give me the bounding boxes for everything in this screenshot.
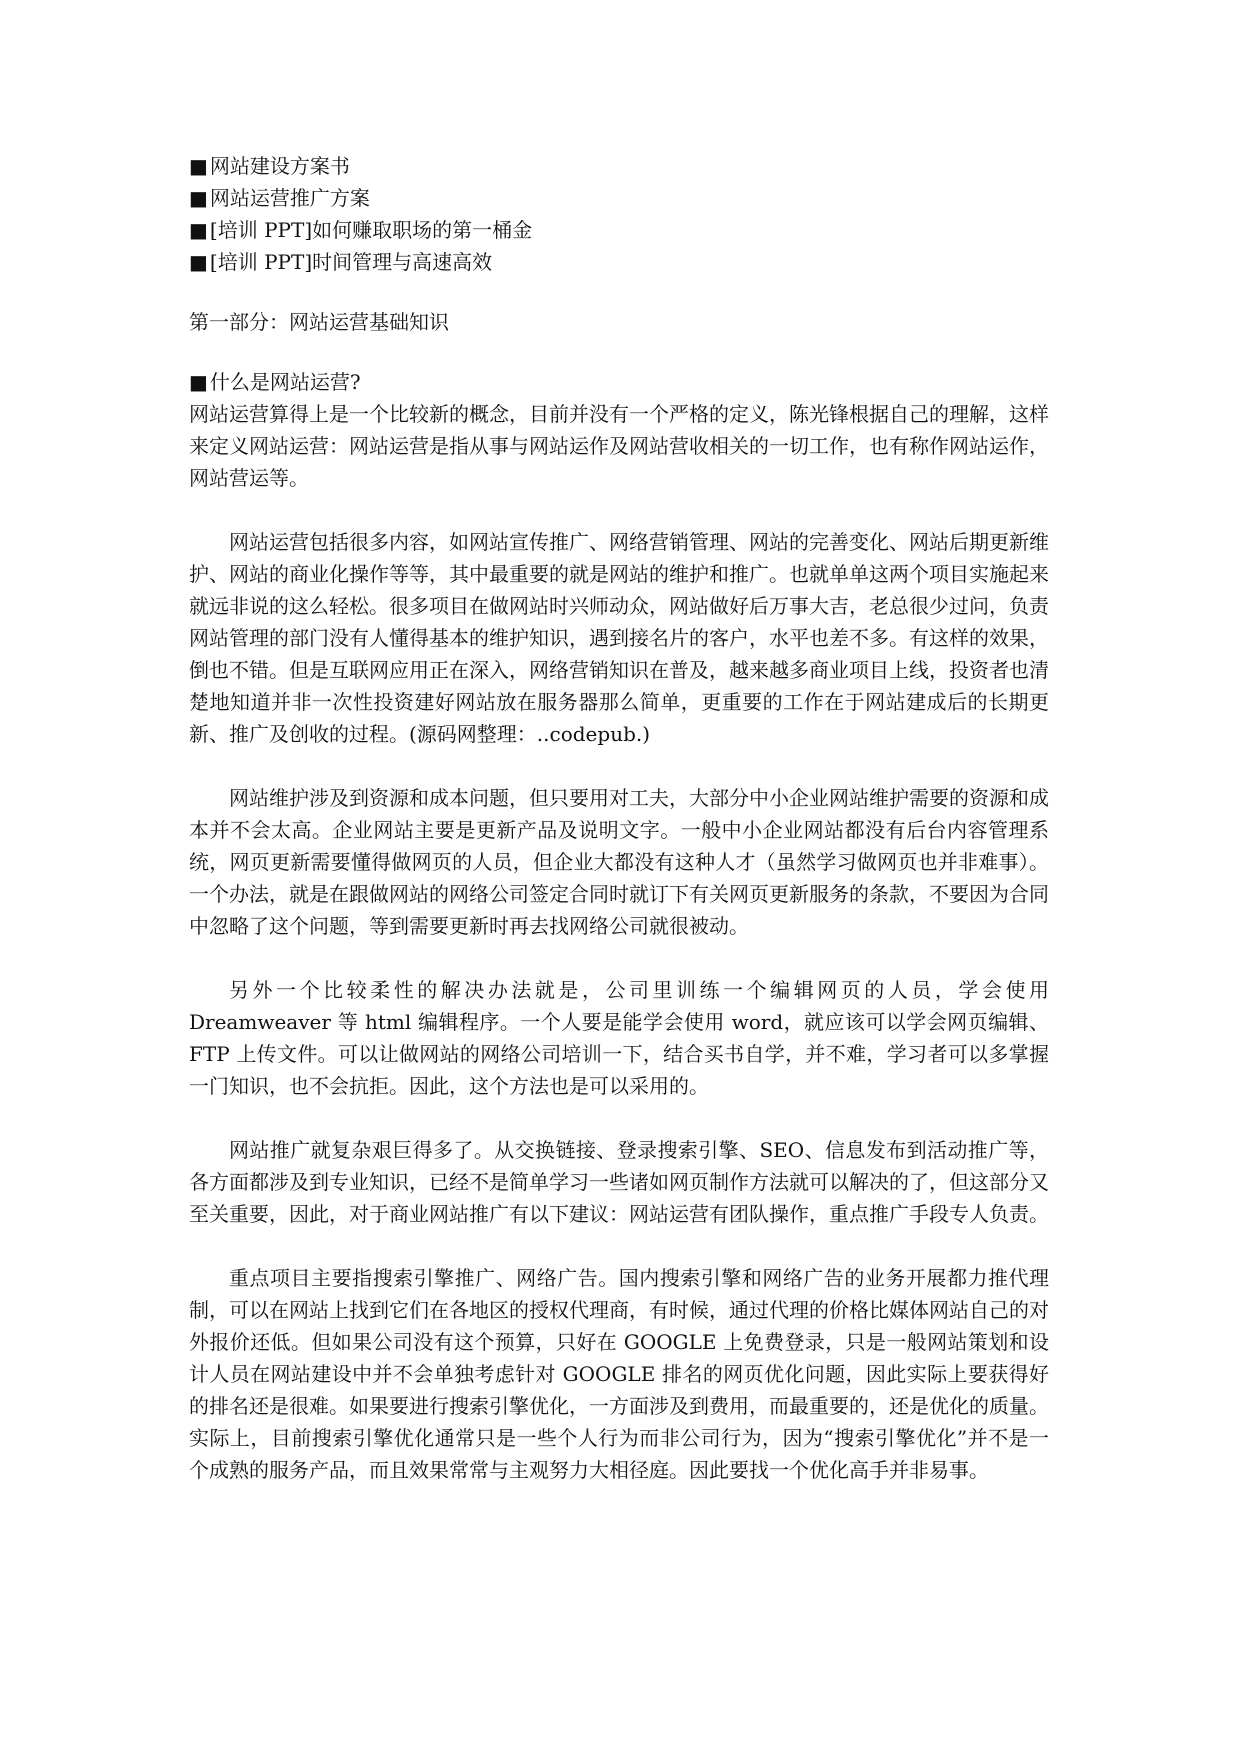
section-title: 第一部分：网站运营基础知识	[189, 310, 449, 334]
square-bullet-icon: ■	[189, 218, 208, 242]
paragraph-definition: 网站运营算得上是一个比较新的概念，目前并没有一个严格的定义，陈光锋根据自己的理解，这样来定义网站运营：网站运营是指从事与网站运作及网站营收相关的一切工作，也有称作网站运作，网站营运等。	[189, 402, 1049, 490]
related-link-item[interactable]	[189, 182, 1049, 214]
document-body	[189, 150, 1049, 1486]
paragraph-maintenance: 网站维护涉及到资源和成本问题，但只要用对工夫，大部分中小企业网站维护需要的资源和成本并不会太高。企业网站主要是更新产品及说明文字。一般中小企业网站都没有后台内容管理系统，网页更新需要懂得做网页的人员，但企业大都没有这种人才（虽然学习做网页也并非难事）。一个办法，就是在跟做网站的网络公司签定合同时就订下有关网页更新服务的条款，不要因为合同中忽略了这个问题，等到需要更新时再去找网络公司就很被动。	[189, 786, 1049, 938]
paragraph-content: 网站运营包括很多内容，如网站宣传推广、网络营销管理、网站的完善变化、网站后期更新维护、网站的商业化操作等等，其中最重要的就是网站的维护和推广。也就单单这两个项目实施起来就远非说的这么轻松。很多项目在做网站时兴师动众，网站做好后万事大吉，老总很少过问，负责网站管理的部门没有人懂得基本的维护知识，遇到接名片的客户，水平也差不多。有这样的效果，倒也不错。但是互联网应用正在深入，网络营销知识在普及，越来越多商业项目上线，投资者也清楚地知道并非一次性投资建好网站放在服务器那么简单，更重要的工作在于网站建成后的长期更新、推广及创收的过程。(源码网整理：..codepub.)	[189, 530, 1049, 746]
related-link-item[interactable]	[189, 214, 1049, 246]
square-bullet-icon: ■	[189, 186, 208, 210]
square-bullet-icon: ■	[189, 154, 208, 178]
question-heading	[189, 366, 1049, 398]
paragraph-key-projects: 重点项目主要指搜索引擎推广、网络广告。国内搜索引擎和网络广告的业务开展都力推代理制，可以在网站上找到它们在各地区的授权代理商，有时候，通过代理的价格比媒体网站自己的对外报价还低。但如果公司没有这个预算，只好在 GOOGLE 上免费登录，只是一般网站策划和设计人员在网站建设中并不会单独考虑针对 GOOGLE 排名的网页优化问题，因此实际上要获得好的排名还是很难。如果要进行搜索引擎优化，一方面涉及到费用，而最重要的，还是优化的质量。实际上，目前搜索引擎优化通常只是一些个人行为而非公司行为，因为“搜索引擎优化”并不是一个成熟的服务产品，而且效果常常与主观努力大相径庭。因此要找一个优化高手并非易事。	[189, 1266, 1049, 1482]
paragraph-training: 另外一个比较柔性的解决办法就是，公司里训练一个编辑网页的人员，学会使用 Dreamweaver 等 html 编辑程序。一个人要是能学会使用 word，就应该可以学会网页编辑、FTP 上传文件。可以让做网站的网络公司培训一下，结合买书自学，并不难，学习者可以多掌握一门知识，也不会抗拒。因此，这个方法也是可以采用的。	[189, 978, 1049, 1098]
question-text: 什么是网站运营?	[209, 370, 361, 394]
related-links-list	[189, 150, 1049, 278]
related-link-item[interactable]	[189, 246, 1049, 278]
related-link-item[interactable]	[189, 150, 1049, 182]
square-bullet-icon: ■	[189, 370, 208, 394]
related-link-label[interactable]: [培训 PPT]时间管理与高速高效	[209, 250, 493, 274]
paragraph-promotion: 网站推广就复杂艰巨得多了。从交换链接、登录搜索引擎、SEO、信息发布到活动推广等，各方面都涉及到专业知识，已经不是简单学习一些诸如网页制作方法就可以解决的了，但这部分又至关重要，因此，对于商业网站推广有以下建议：网站运营有团队操作，重点推广手段专人负责。	[189, 1138, 1049, 1226]
related-link-label[interactable]: 网站建设方案书	[209, 154, 350, 178]
related-link-label[interactable]: 网站运营推广方案	[209, 186, 370, 210]
square-bullet-icon: ■	[189, 250, 208, 274]
related-link-label[interactable]: [培训 PPT]如何赚取职场的第一桶金	[209, 218, 533, 242]
